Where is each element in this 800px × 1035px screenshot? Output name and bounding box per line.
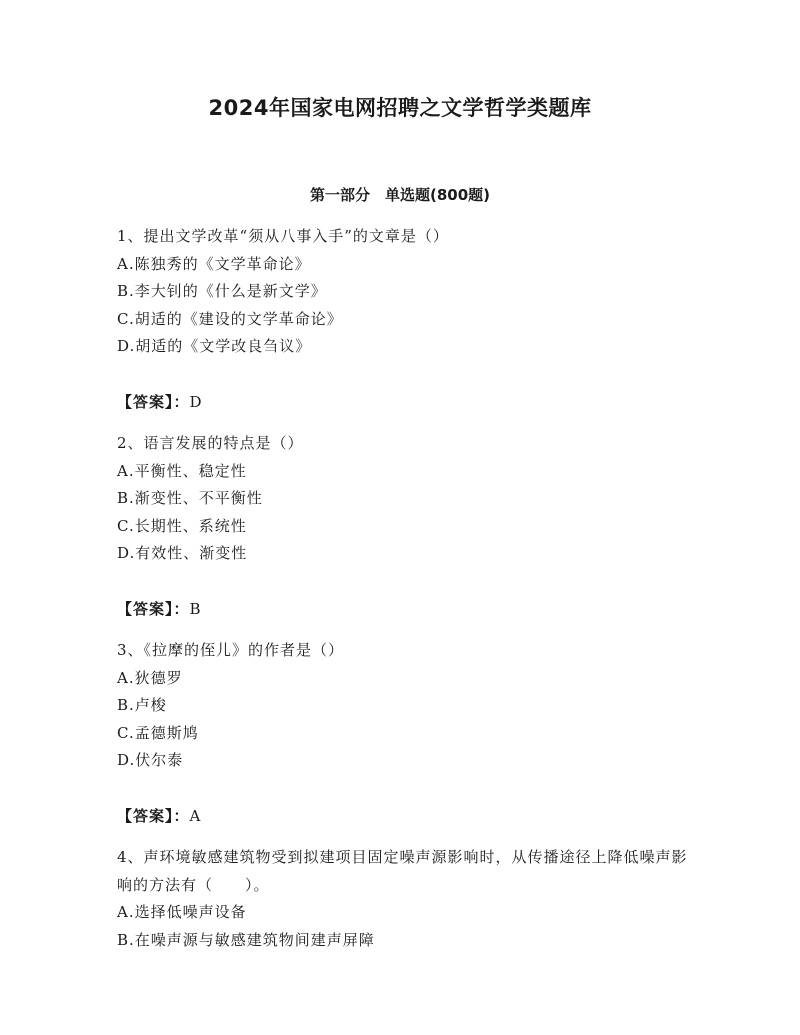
option-b: B.在噪声源与敏感建筑物间建声屏障 bbox=[117, 930, 375, 949]
question-4 bbox=[117, 844, 697, 954]
option-c: C.胡适的《建设的文学革命论》 bbox=[117, 309, 343, 328]
option-b: B.渐变性、不平衡性 bbox=[117, 489, 263, 507]
answer-label: 【答案】： bbox=[117, 806, 190, 825]
answer-label: 【答案】： bbox=[117, 392, 190, 411]
option-c: C.孟德斯鸠 bbox=[117, 723, 199, 742]
question-1 bbox=[117, 223, 697, 416]
option-d: D.有效性、渐变性 bbox=[117, 544, 248, 562]
question-stem: 2、语言发展的特点是（） bbox=[117, 434, 304, 452]
question-2 bbox=[117, 430, 697, 623]
option-a: A.陈独秀的《文学革命论》 bbox=[117, 254, 311, 273]
option-b: B.卢梭 bbox=[117, 696, 167, 714]
answer-label: 【答案】： bbox=[117, 599, 190, 618]
answer-line bbox=[117, 596, 697, 624]
section-title: 第一部分 单选题(800题) bbox=[309, 186, 491, 204]
option-a: A.选择低噪声设备 bbox=[117, 903, 247, 921]
answer-value: A bbox=[189, 806, 202, 825]
option-a: A.狄德罗 bbox=[117, 668, 183, 687]
question-stem: 1、提出文学改革“须从八事入手”的文章是（） bbox=[117, 227, 449, 245]
question-3 bbox=[117, 637, 697, 830]
question-stem: 4、声环境敏感建筑物受到拟建项目固定噪声源影响时，从传播途径上降低噪声影响的方法有（ ）。 bbox=[117, 848, 688, 894]
option-a: A.平衡性、稳定性 bbox=[117, 461, 247, 480]
option-c: C.长期性、系统性 bbox=[117, 516, 247, 535]
answer-line bbox=[117, 803, 697, 831]
option-d: D.伏尔泰 bbox=[117, 751, 184, 769]
answer-value: B bbox=[189, 599, 202, 618]
option-b: B.李大钊的《什么是新文学》 bbox=[117, 282, 327, 300]
answer-line bbox=[117, 389, 697, 417]
question-list bbox=[117, 223, 697, 954]
question-stem: 3、《拉摩的侄儿》的作者是（） bbox=[117, 641, 345, 659]
document-title: 2024年国家电网招聘之文学哲学类题库 bbox=[208, 96, 592, 120]
option-d: D.胡适的《文学改良刍议》 bbox=[117, 337, 312, 355]
answer-value: D bbox=[189, 392, 203, 411]
